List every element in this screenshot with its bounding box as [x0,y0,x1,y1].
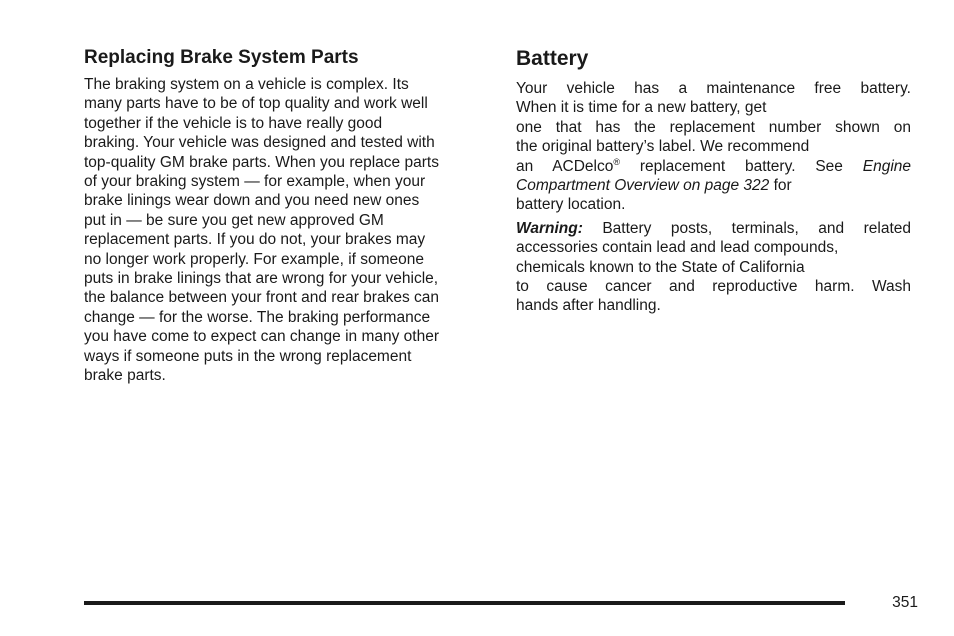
text-line [516,176,911,195]
brand-text: an ACDelco [516,157,614,175]
text-line: of your braking system — for example, when your [84,173,426,191]
line-text: replacement battery. See [620,157,863,175]
text-line: the balance between your front and rear brakes can [84,289,440,307]
text-line: brake linings wear down and you need new ones [84,192,420,210]
text-line: the original battery’s label. We recommend [516,138,810,156]
text-line [516,157,911,176]
text-line: braking. Your vehicle was designed and tested with [84,134,435,152]
text-line: many parts have to be of top quality and work well [84,95,428,113]
left-column [84,47,489,386]
battery-paragraph [516,79,911,215]
text-line: no longer work properly. For example, if someone [84,250,425,268]
cross-reference-link: Compartment Overview on page 322 [516,177,770,195]
cross-reference-link: Engine [862,157,911,175]
text-line: puts in brake linings that are wrong for your vehicle, [84,270,439,288]
text-line: battery location. [516,196,626,214]
text-line: ways if someone puts in the wrong replacement [84,347,412,365]
text-line: change — for the worse. The braking performance [84,308,431,326]
warning-label: Warning: [516,219,583,237]
text-line: brake parts. [84,367,166,385]
text-line: The braking system on a vehicle is complex. Its [84,76,409,93]
section-heading-battery: Battery [516,47,589,70]
line-text: Battery posts, terminals, and related [582,219,911,237]
section-heading-brake-parts: Replacing Brake System Parts [84,47,359,68]
text-line: hands after handling. [516,297,661,315]
text-line: top-quality GM brake parts. When you replace parts [84,153,439,171]
brake-parts-paragraph [84,75,489,386]
warning-paragraph [516,219,911,316]
right-column [516,47,911,316]
text-line: Your vehicle has a maintenance free battery. [516,80,911,97]
page-number: 351 [892,594,918,611]
text-line: together if the vehicle is to have really good [84,114,383,132]
registered-mark: ® [613,156,621,167]
text-line: chemicals known to the State of California [516,258,805,276]
text-line [516,219,911,238]
text-line: you have come to expect can change in many other [84,328,439,346]
text-line: replacement parts. If you do not, your brakes may [84,231,426,249]
footer-rule [84,601,845,605]
text-line: When it is time for a new battery, get [516,99,767,117]
text-line: one that has the replacement number shown on [516,118,911,136]
text-line: put in — be sure you get new approved GM [84,211,384,229]
text-line: to cause cancer and reproductive harm. Wash [516,278,911,296]
text-line: accessories contain lead and lead compounds, [516,239,839,257]
line-text: for [769,177,792,195]
